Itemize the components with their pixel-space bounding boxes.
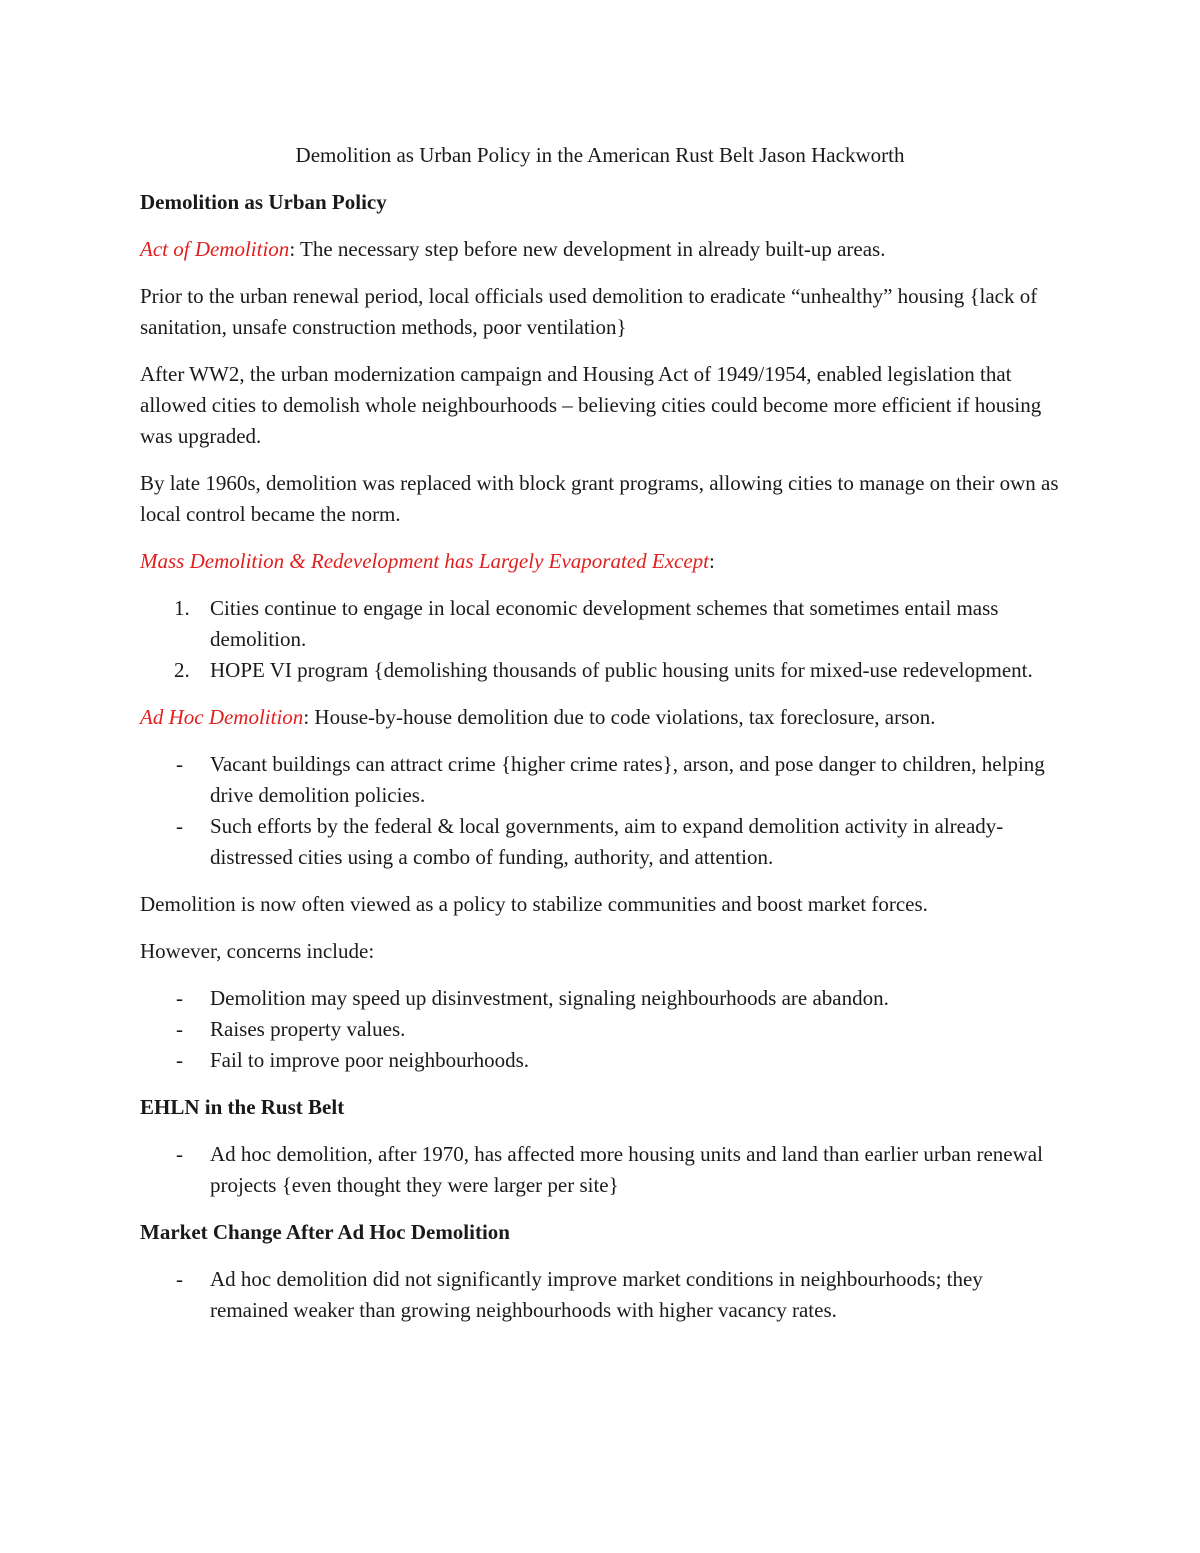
ad-hoc-list — [140, 749, 1060, 873]
list-item-text: Fail to improve poor neighbourhoods. — [210, 1048, 530, 1072]
list-item — [140, 655, 1060, 686]
list-item-text: Ad hoc demolition, after 1970, has affected more housing units and land than earlier urban renewal projects {even thought they were larger per site} — [210, 1142, 1043, 1197]
list-item — [140, 811, 1060, 873]
list-number: 2. — [174, 658, 190, 682]
section-heading-market-change: Market Change After Ad Hoc Demolition — [140, 1220, 510, 1244]
list-item-text: Raises property values. — [210, 1017, 406, 1041]
list-dash: - — [176, 1142, 183, 1166]
document-title: Demolition as Urban Policy in the American Rust Belt Jason Hackworth — [295, 143, 905, 167]
definition-act-of-demolition: : The necessary step before new development in already built-up areas. — [289, 237, 886, 261]
list-item-text: Such efforts by the federal & local governments, aim to expand demolition activity in already-distressed cities using a combo of funding, authority, and attention. — [210, 814, 1004, 869]
mass-demolition-list — [140, 593, 1060, 686]
definition-ad-hoc-demolition: : House-by-house demolition due to code violations, tax foreclosure, arson. — [303, 705, 936, 729]
term-mass-demolition: Mass Demolition & Redevelopment has Largely Evaporated Except — [140, 549, 709, 573]
section-heading-ehln: EHLN in the Rust Belt — [140, 1095, 345, 1119]
list-dash: - — [176, 752, 183, 776]
paragraph-concerns: However, concerns include: — [140, 939, 375, 963]
ehln-list — [140, 1139, 1060, 1201]
list-item — [140, 983, 1060, 1014]
paragraph-prior-urban-renewal: Prior to the urban renewal period, local officials used demolition to eradicate “unhealthy” housing {lack of sanitation, unsafe construction methods, poor ventilation} — [140, 284, 1038, 339]
paragraph-demolition-now: Demolition is now often viewed as a policy to stabilize communities and boost market forces. — [140, 892, 928, 916]
list-item-text: Vacant buildings can attract crime {higher crime rates}, arson, and pose danger to children, helping drive demolition policies. — [210, 752, 1045, 807]
list-dash: - — [176, 1267, 183, 1291]
list-dash: - — [176, 1017, 183, 1041]
list-item-text: Cities continue to engage in local economic development schemes that sometimes entail mass demolition. — [210, 596, 999, 651]
term-ad-hoc-demolition: Ad Hoc Demolition — [140, 705, 304, 729]
paragraph-act-of-demolition — [140, 234, 1060, 265]
list-number: 1. — [174, 596, 190, 620]
list-item — [140, 749, 1060, 811]
market-change-list — [140, 1264, 1060, 1326]
list-item — [140, 1045, 1060, 1076]
list-item-text: HOPE VI program {demolishing thousands of public housing units for mixed-use redevelopment. — [210, 658, 1033, 682]
term-act-of-demolition: Act of Demolition — [140, 237, 290, 261]
list-item — [140, 1014, 1060, 1045]
section-heading-demolition-policy: Demolition as Urban Policy — [140, 190, 387, 214]
paragraph-late-1960s: By late 1960s, demolition was replaced with block grant programs, allowing cities to manage on their own as local control became the norm. — [140, 471, 1059, 526]
list-item-text: Ad hoc demolition did not significantly improve market conditions in neighbourhoods; they remained weaker than growing neighbourhoods with higher vacancy rates. — [210, 1267, 983, 1322]
list-item — [140, 1139, 1060, 1201]
paragraph-mass-demolition — [140, 546, 1060, 577]
list-item — [140, 593, 1060, 655]
list-dash: - — [176, 1048, 183, 1072]
concerns-list — [140, 983, 1060, 1076]
list-item — [140, 1264, 1060, 1326]
list-dash: - — [176, 986, 183, 1010]
list-dash: - — [176, 814, 183, 838]
term-colon: : — [709, 549, 715, 573]
list-item-text: Demolition may speed up disinvestment, signaling neighbourhoods are abandon. — [210, 986, 889, 1010]
paragraph-ad-hoc-demolition — [140, 702, 1060, 733]
paragraph-after-ww2: After WW2, the urban modernization campaign and Housing Act of 1949/1954, enabled legislation that allowed cities to demolish whole neighbourhoods – believing cities could become more efficient if housing was upgraded. — [140, 362, 1042, 448]
